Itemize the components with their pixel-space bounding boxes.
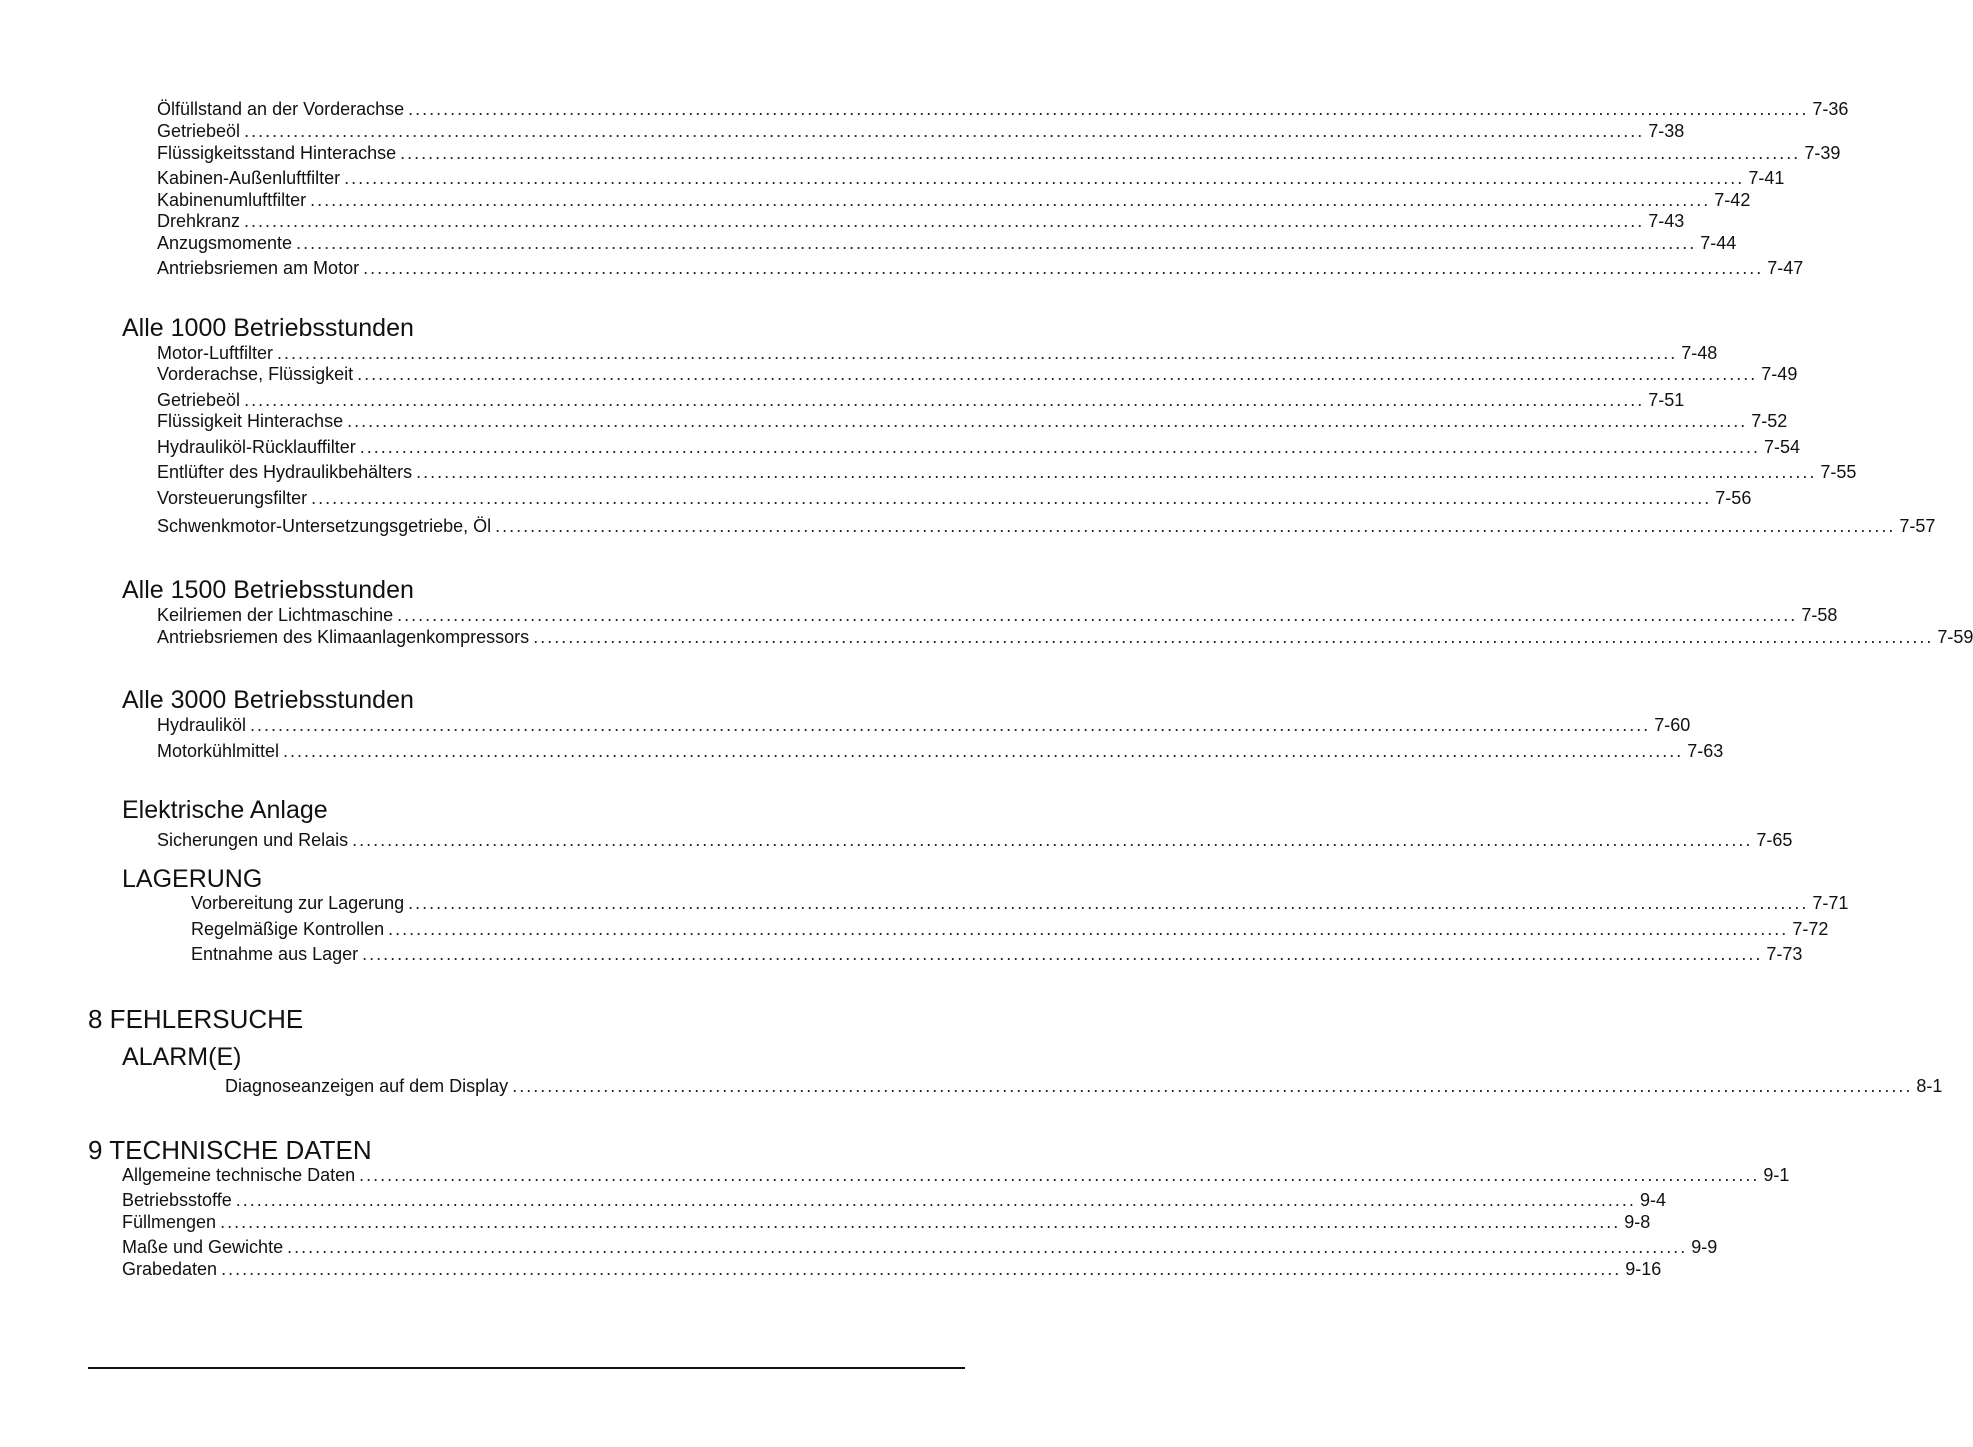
toc-entry-page: 7-44 [1700, 233, 1737, 253]
toc-entry-page: 7-65 [1756, 830, 1793, 850]
dot-leader: ........................................................................................................................................................................................................ [221, 1259, 1622, 1279]
toc-entry-label: Füllmengen [122, 1212, 217, 1232]
toc-entry[interactable] [191, 918, 1829, 940]
toc-entry-page: 7-36 [1812, 99, 1849, 119]
toc-entry-page: 9-16 [1625, 1259, 1662, 1279]
toc-entry-label: Antriebsriemen des Klimaanlagenkompressors [157, 627, 530, 647]
toc-entry-page: 7-47 [1767, 258, 1804, 278]
dot-leader: ........................................................................................................................................................................................................ [287, 1237, 1688, 1257]
toc-entry-label: Sicherungen und Relais [157, 830, 349, 850]
toc-entry[interactable] [157, 189, 1751, 211]
toc-entry[interactable] [157, 120, 1685, 142]
dot-leader: ........................................................................................................................................................................................................ [362, 944, 1763, 964]
toc-entry[interactable] [157, 626, 1973, 648]
toc-entry-label: Flüssigkeitsstand Hinterachse [157, 143, 397, 163]
section-heading: Alle 1500 Betriebsstunden [122, 576, 414, 604]
dot-leader: ........................................................................................................................................................................................................ [388, 919, 1789, 939]
toc-entry-label: Getriebeöl [157, 121, 241, 141]
toc-entry-label: Grabedaten [122, 1259, 218, 1279]
toc-entry-page: 7-54 [1763, 437, 1800, 457]
dot-leader: ........................................................................................................................................................................................................ [220, 1212, 1621, 1232]
toc-entry-page: 7-49 [1761, 364, 1798, 384]
toc-entry[interactable] [191, 892, 1849, 914]
toc-entry[interactable] [225, 1075, 1943, 1097]
dot-leader: ........................................................................................................................................................................................................ [352, 830, 1753, 850]
dot-leader: ........................................................................................................................................................................................................ [347, 411, 1748, 431]
toc-entry-label: Regelmäßige Kontrollen [191, 919, 385, 939]
toc-entry-page: 8-1 [1916, 1076, 1943, 1096]
toc-entry[interactable] [157, 257, 1804, 279]
toc-entry-page: 7-60 [1654, 715, 1691, 735]
toc-entry[interactable] [157, 410, 1788, 432]
dot-leader: ........................................................................................................................................................................................................ [296, 233, 1697, 253]
toc-entry-label: Vorbereitung zur Lagerung [191, 893, 405, 913]
toc-entry-label: Betriebsstoffe [122, 1190, 232, 1210]
section-heading: Alle 1000 Betriebsstunden [122, 314, 414, 342]
toc-entry-page: 7-43 [1648, 211, 1685, 231]
toc-entry[interactable] [157, 342, 1718, 364]
toc-entry[interactable] [122, 1258, 1662, 1280]
toc-entry-label: Hydrauliköl [157, 715, 247, 735]
toc-entry-page: 7-38 [1648, 121, 1685, 141]
toc-entry-page: 7-57 [1899, 516, 1936, 536]
toc-entry[interactable] [157, 167, 1785, 189]
toc-entry-label: Diagnoseanzeigen auf dem Display [225, 1076, 509, 1096]
toc-entry-label: Allgemeine technische Daten [122, 1165, 356, 1185]
toc-entry-label: Motor-Luftfilter [157, 343, 274, 363]
toc-entry[interactable] [157, 515, 1936, 537]
dot-leader: ........................................................................................................................................................................................................ [250, 715, 1651, 735]
toc-entry[interactable] [157, 389, 1685, 411]
dot-leader: ........................................................................................................................................................................................................ [244, 121, 1645, 141]
toc-entry-page: 7-48 [1681, 343, 1718, 363]
toc-entry-label: Antriebsriemen am Motor [157, 258, 360, 278]
toc-entry[interactable] [191, 943, 1803, 965]
dot-leader: ........................................................................................................................................................................................................ [408, 893, 1809, 913]
toc-entry-page: 9-8 [1624, 1212, 1651, 1232]
toc-entry[interactable] [157, 210, 1685, 232]
toc-entry-label: Entlüfter des Hydraulikbehälters [157, 462, 413, 482]
dot-leader: ........................................................................................................................................................................................................ [357, 364, 1758, 384]
toc-entry-page: 7-41 [1748, 168, 1785, 188]
dot-leader: ........................................................................................................................................................................................................ [408, 99, 1809, 119]
toc-entry[interactable] [157, 740, 1724, 762]
dot-leader: ........................................................................................................................................................................................................ [533, 627, 1934, 647]
toc-entry-page: 7-56 [1715, 488, 1752, 508]
dot-leader: ........................................................................................................................................................................................................ [283, 741, 1684, 761]
chapter-heading: 8 FEHLERSUCHE [88, 1004, 304, 1034]
toc-entry[interactable] [157, 142, 1841, 164]
dot-leader: ........................................................................................................................................................................................................ [277, 343, 1678, 363]
toc-entry-label: Kabinenumluftfilter [157, 190, 307, 210]
toc-entry[interactable] [157, 232, 1737, 254]
toc-entry[interactable] [157, 436, 1800, 458]
dot-leader: ........................................................................................................................................................................................................ [310, 190, 1711, 210]
dot-leader: ........................................................................................................................................................................................................ [512, 1076, 1913, 1096]
toc-entry-label: Anzugsmomente [157, 233, 293, 253]
toc-entry-page: 7-39 [1804, 143, 1841, 163]
dot-leader: ........................................................................................................................................................................................................ [400, 143, 1801, 163]
toc-entry-label: Ölfüllstand an der Vorderachse [157, 99, 405, 119]
section-heading: LAGERUNG [122, 865, 263, 893]
toc-entry-label: Motorkühlmittel [157, 741, 280, 761]
toc-entry-page: 7-63 [1687, 741, 1724, 761]
toc-entry[interactable] [122, 1189, 1666, 1211]
section-heading: Elektrische Anlage [122, 796, 328, 824]
toc-entry-page: 7-71 [1812, 893, 1849, 913]
chapter-heading: 9 TECHNISCHE DATEN [88, 1135, 372, 1165]
toc-entry-label: Drehkranz [157, 211, 241, 231]
toc-entry[interactable] [122, 1164, 1790, 1186]
toc-entry-page: 7-52 [1751, 411, 1788, 431]
toc-entry-label: Vorderachse, Flüssigkeit [157, 364, 354, 384]
toc-entry[interactable] [157, 829, 1793, 851]
toc-entry-page: 7-72 [1792, 919, 1829, 939]
footer-rule [88, 1367, 965, 1369]
toc-entry-page: 9-4 [1639, 1190, 1666, 1210]
toc-entry-page: 7-58 [1801, 605, 1838, 625]
dot-leader: ........................................................................................................................................................................................................ [311, 488, 1712, 508]
toc-entry-page: 7-59 [1937, 627, 1973, 647]
toc-entry[interactable] [157, 604, 1838, 626]
dot-leader: ........................................................................................................................................................................................................ [344, 168, 1745, 188]
section-heading: Alle 3000 Betriebsstunden [122, 686, 414, 714]
dot-leader: ........................................................................................................................................................................................................ [359, 437, 1760, 457]
dot-leader: ........................................................................................................................................................................................................ [397, 605, 1798, 625]
toc-entry[interactable] [157, 461, 1857, 483]
dot-leader: ........................................................................................................................................................................................................ [244, 390, 1645, 410]
toc-entry-label: Getriebeöl [157, 390, 241, 410]
toc-entry-label: Flüssigkeit Hinterachse [157, 411, 344, 431]
toc-entry[interactable] [157, 714, 1691, 736]
toc-entry-label: Kabinen-Außenluftfilter [157, 168, 341, 188]
dot-leader: ........................................................................................................................................................................................................ [235, 1190, 1636, 1210]
toc-entry-page: 7-42 [1714, 190, 1751, 210]
toc-entry-label: Schwenkmotor-Untersetzungsgetriebe, Öl [157, 516, 492, 536]
toc-entry[interactable] [122, 1236, 1718, 1258]
toc-entry-page: 7-73 [1766, 944, 1803, 964]
toc-entry-label: Entnahme aus Lager [191, 944, 359, 964]
toc-entry[interactable] [157, 363, 1798, 385]
toc-entry[interactable] [122, 1211, 1651, 1233]
toc-entry-page: 7-55 [1820, 462, 1857, 482]
toc-entry[interactable] [157, 487, 1752, 509]
dot-leader: ........................................................................................................................................................................................................ [244, 211, 1645, 231]
toc-entry-page: 7-51 [1648, 390, 1685, 410]
toc-entry-page: 9-1 [1763, 1165, 1790, 1185]
toc-entry-label: Hydrauliköl-Rücklauffilter [157, 437, 356, 457]
toc-entry-label: Maße und Gewichte [122, 1237, 284, 1257]
dot-leader: ........................................................................................................................................................................................................ [363, 258, 1764, 278]
toc-entry-label: Keilriemen der Lichtmaschine [157, 605, 394, 625]
toc-entry[interactable] [157, 98, 1849, 120]
toc-entry-page: 9-9 [1691, 1237, 1718, 1257]
section-heading: ALARM(E) [122, 1043, 242, 1071]
dot-leader: ........................................................................................................................................................................................................ [416, 462, 1817, 482]
toc-entry-label: Vorsteuerungsfilter [157, 488, 308, 508]
dot-leader: ........................................................................................................................................................................................................ [359, 1165, 1760, 1185]
dot-leader: ........................................................................................................................................................................................................ [495, 516, 1896, 536]
